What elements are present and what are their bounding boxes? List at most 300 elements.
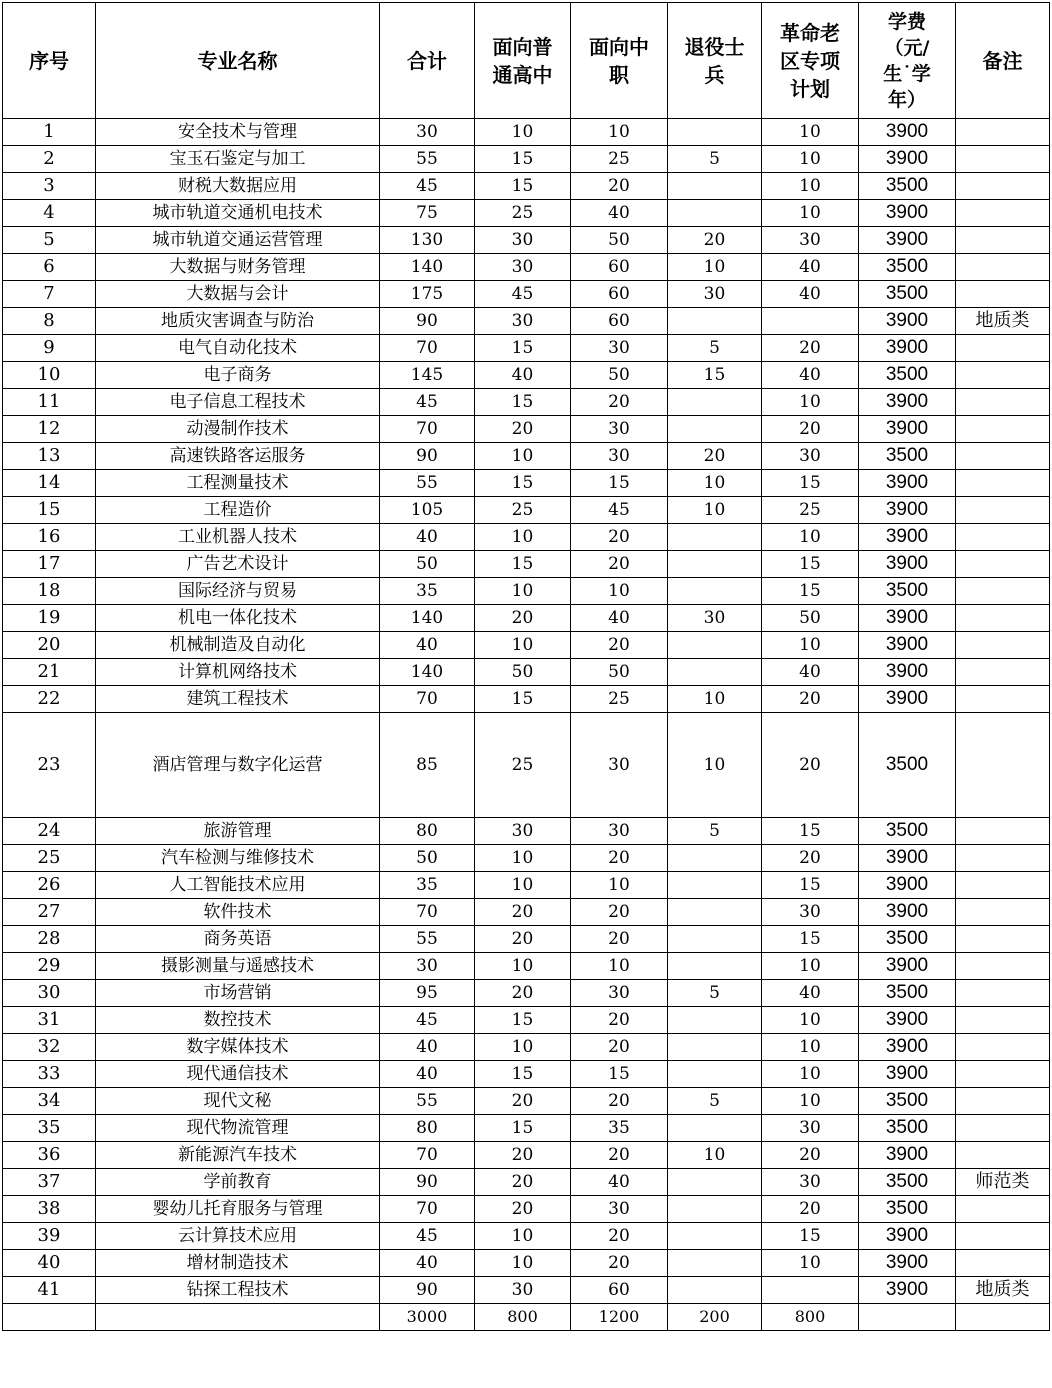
cell-fee: 3900 <box>859 227 956 254</box>
cell-note <box>956 713 1050 818</box>
cell-veterans: 10 <box>668 470 762 497</box>
cell-fee: 3900 <box>859 308 956 335</box>
cell-old-area: 20 <box>762 335 859 362</box>
totals-veterans: 200 <box>668 1304 762 1331</box>
cell-note <box>956 926 1050 953</box>
cell-note <box>956 389 1050 416</box>
cell-fee: 3900 <box>859 1277 956 1304</box>
cell-total: 140 <box>380 659 475 686</box>
cell-old-area: 25 <box>762 497 859 524</box>
cell-general: 10 <box>475 632 571 659</box>
cell-major-name: 机械制造及自动化 <box>96 632 380 659</box>
cell-major-name: 国际经济与贸易 <box>96 578 380 605</box>
cell-total: 80 <box>380 818 475 845</box>
cell-vocational: 35 <box>571 1115 668 1142</box>
cell-general: 15 <box>475 551 571 578</box>
cell-fee: 3500 <box>859 713 956 818</box>
cell-fee: 3900 <box>859 686 956 713</box>
table-row <box>3 524 1050 551</box>
cell-major-name: 工程测量技术 <box>96 470 380 497</box>
cell-veterans <box>668 524 762 551</box>
cell-vocational: 30 <box>571 818 668 845</box>
cell-fee: 3500 <box>859 281 956 308</box>
cell-seq: 37 <box>3 1169 96 1196</box>
cell-general: 15 <box>475 1115 571 1142</box>
cell-vocational: 10 <box>571 119 668 146</box>
cell-total: 175 <box>380 281 475 308</box>
cell-veterans <box>668 1277 762 1304</box>
cell-major-name: 人工智能技术应用 <box>96 872 380 899</box>
cell-seq: 15 <box>3 497 96 524</box>
cell-seq: 29 <box>3 953 96 980</box>
cell-note <box>956 1142 1050 1169</box>
table-row <box>3 146 1050 173</box>
cell-total: 90 <box>380 443 475 470</box>
cell-general: 15 <box>475 1061 571 1088</box>
cell-seq: 7 <box>3 281 96 308</box>
cell-seq: 9 <box>3 335 96 362</box>
cell-veterans: 10 <box>668 686 762 713</box>
cell-note <box>956 119 1050 146</box>
cell-note <box>956 335 1050 362</box>
cell-total: 70 <box>380 686 475 713</box>
cell-general: 10 <box>475 443 571 470</box>
table-row <box>3 872 1050 899</box>
cell-old-area: 20 <box>762 1196 859 1223</box>
cell-total: 70 <box>380 335 475 362</box>
cell-note <box>956 659 1050 686</box>
cell-vocational: 20 <box>571 524 668 551</box>
cell-old-area: 15 <box>762 818 859 845</box>
cell-total: 40 <box>380 1034 475 1061</box>
table-row <box>3 497 1050 524</box>
cell-veterans: 5 <box>668 1088 762 1115</box>
cell-old-area <box>762 1277 859 1304</box>
cell-fee: 3900 <box>859 119 956 146</box>
table-row <box>3 686 1050 713</box>
cell-major-name: 电气自动化技术 <box>96 335 380 362</box>
cell-veterans <box>668 119 762 146</box>
header-seq: 序号 <box>3 3 96 119</box>
cell-fee: 3900 <box>859 899 956 926</box>
cell-veterans: 5 <box>668 980 762 1007</box>
cell-vocational: 20 <box>571 173 668 200</box>
cell-major-name: 学前教育 <box>96 1169 380 1196</box>
cell-fee: 3900 <box>859 146 956 173</box>
header-major-name: 专业名称 <box>96 3 380 119</box>
totals-total: 3000 <box>380 1304 475 1331</box>
cell-note <box>956 200 1050 227</box>
cell-major-name: 宝玉石鉴定与加工 <box>96 146 380 173</box>
cell-fee: 3900 <box>859 659 956 686</box>
cell-fee: 3900 <box>859 1007 956 1034</box>
cell-major-name: 旅游管理 <box>96 818 380 845</box>
cell-major-name: 云计算技术应用 <box>96 1223 380 1250</box>
cell-total: 70 <box>380 899 475 926</box>
table-row <box>3 926 1050 953</box>
cell-seq: 6 <box>3 254 96 281</box>
cell-major-name: 现代通信技术 <box>96 1061 380 1088</box>
cell-veterans: 30 <box>668 605 762 632</box>
table-row <box>3 1007 1050 1034</box>
header-vocational-school: 面向中职 <box>571 3 668 119</box>
cell-seq: 24 <box>3 818 96 845</box>
cell-general: 20 <box>475 1088 571 1115</box>
cell-major-name: 广告艺术设计 <box>96 551 380 578</box>
table-row <box>3 659 1050 686</box>
cell-general: 25 <box>475 497 571 524</box>
table-row <box>3 1061 1050 1088</box>
cell-note <box>956 818 1050 845</box>
cell-note <box>956 1223 1050 1250</box>
totals-name <box>96 1304 380 1331</box>
cell-old-area: 10 <box>762 524 859 551</box>
cell-seq: 17 <box>3 551 96 578</box>
totals-vocational: 1200 <box>571 1304 668 1331</box>
table-row <box>3 845 1050 872</box>
table-row <box>3 899 1050 926</box>
cell-general: 30 <box>475 818 571 845</box>
cell-total: 80 <box>380 1115 475 1142</box>
cell-vocational: 50 <box>571 362 668 389</box>
header-general-high-school: 面向普通高中 <box>475 3 571 119</box>
cell-fee: 3900 <box>859 1223 956 1250</box>
cell-vocational: 15 <box>571 470 668 497</box>
cell-general: 20 <box>475 899 571 926</box>
cell-old-area: 30 <box>762 1115 859 1142</box>
cell-veterans <box>668 578 762 605</box>
cell-total: 45 <box>380 1223 475 1250</box>
cell-vocational: 20 <box>571 845 668 872</box>
cell-fee: 3900 <box>859 953 956 980</box>
cell-vocational: 10 <box>571 578 668 605</box>
cell-vocational: 30 <box>571 1196 668 1223</box>
cell-fee: 3500 <box>859 818 956 845</box>
table-row <box>3 713 1050 818</box>
cell-fee: 3900 <box>859 416 956 443</box>
cell-total: 130 <box>380 227 475 254</box>
cell-note <box>956 632 1050 659</box>
cell-seq: 10 <box>3 362 96 389</box>
cell-vocational: 50 <box>571 659 668 686</box>
cell-old-area <box>762 308 859 335</box>
table-row <box>3 1034 1050 1061</box>
table-row <box>3 308 1050 335</box>
cell-vocational: 10 <box>571 872 668 899</box>
table-row <box>3 1196 1050 1223</box>
cell-old-area: 10 <box>762 953 859 980</box>
cell-total: 55 <box>380 1088 475 1115</box>
totals-general: 800 <box>475 1304 571 1331</box>
cell-veterans <box>668 1250 762 1277</box>
cell-note <box>956 497 1050 524</box>
cell-old-area: 30 <box>762 443 859 470</box>
cell-vocational: 40 <box>571 1169 668 1196</box>
cell-total: 40 <box>380 1061 475 1088</box>
cell-veterans: 10 <box>668 713 762 818</box>
cell-note <box>956 470 1050 497</box>
cell-major-name: 高速铁路客运服务 <box>96 443 380 470</box>
cell-vocational: 20 <box>571 926 668 953</box>
table-row <box>3 1277 1050 1304</box>
cell-major-name: 钻探工程技术 <box>96 1277 380 1304</box>
table-body <box>3 119 1050 1304</box>
cell-total: 75 <box>380 200 475 227</box>
cell-fee: 3900 <box>859 551 956 578</box>
table-row <box>3 281 1050 308</box>
cell-general: 40 <box>475 362 571 389</box>
cell-general: 15 <box>475 1007 571 1034</box>
cell-fee: 3900 <box>859 872 956 899</box>
cell-major-name: 电子信息工程技术 <box>96 389 380 416</box>
cell-old-area: 10 <box>762 119 859 146</box>
cell-note <box>956 146 1050 173</box>
cell-general: 50 <box>475 659 571 686</box>
cell-major-name: 商务英语 <box>96 926 380 953</box>
cell-major-name: 数控技术 <box>96 1007 380 1034</box>
cell-veterans: 5 <box>668 146 762 173</box>
cell-fee: 3900 <box>859 497 956 524</box>
cell-old-area: 30 <box>762 227 859 254</box>
cell-total: 30 <box>380 953 475 980</box>
cell-fee: 3900 <box>859 524 956 551</box>
cell-veterans <box>668 389 762 416</box>
cell-seq: 40 <box>3 1250 96 1277</box>
cell-major-name: 现代物流管理 <box>96 1115 380 1142</box>
cell-vocational: 30 <box>571 416 668 443</box>
cell-veterans <box>668 899 762 926</box>
cell-old-area: 15 <box>762 926 859 953</box>
cell-fee: 3900 <box>859 1250 956 1277</box>
cell-fee: 3900 <box>859 200 956 227</box>
cell-seq: 13 <box>3 443 96 470</box>
cell-vocational: 20 <box>571 551 668 578</box>
cell-major-name: 城市轨道交通机电技术 <box>96 200 380 227</box>
cell-vocational: 30 <box>571 335 668 362</box>
cell-note <box>956 1007 1050 1034</box>
cell-total: 140 <box>380 254 475 281</box>
cell-old-area: 40 <box>762 281 859 308</box>
table-row <box>3 119 1050 146</box>
cell-seq: 23 <box>3 713 96 818</box>
cell-vocational: 20 <box>571 389 668 416</box>
cell-seq: 3 <box>3 173 96 200</box>
cell-old-area: 10 <box>762 1061 859 1088</box>
cell-general: 15 <box>475 470 571 497</box>
cell-total: 40 <box>380 632 475 659</box>
cell-fee: 3900 <box>859 845 956 872</box>
table-row <box>3 389 1050 416</box>
table-row <box>3 1250 1050 1277</box>
cell-vocational: 20 <box>571 1223 668 1250</box>
table-row <box>3 470 1050 497</box>
cell-note <box>956 953 1050 980</box>
cell-fee: 3500 <box>859 254 956 281</box>
cell-vocational: 20 <box>571 1142 668 1169</box>
cell-veterans: 5 <box>668 335 762 362</box>
table-row <box>3 335 1050 362</box>
table-row <box>3 200 1050 227</box>
cell-note: 地质类 <box>956 1277 1050 1304</box>
cell-vocational: 30 <box>571 713 668 818</box>
cell-veterans <box>668 200 762 227</box>
cell-major-name: 安全技术与管理 <box>96 119 380 146</box>
cell-veterans <box>668 1196 762 1223</box>
cell-old-area: 15 <box>762 578 859 605</box>
cell-old-area: 10 <box>762 1007 859 1034</box>
cell-seq: 21 <box>3 659 96 686</box>
table-row <box>3 1223 1050 1250</box>
cell-seq: 28 <box>3 926 96 953</box>
cell-seq: 41 <box>3 1277 96 1304</box>
cell-total: 70 <box>380 1196 475 1223</box>
table-row <box>3 173 1050 200</box>
cell-seq: 11 <box>3 389 96 416</box>
cell-seq: 34 <box>3 1088 96 1115</box>
cell-note <box>956 173 1050 200</box>
cell-fee: 3500 <box>859 362 956 389</box>
cell-general: 30 <box>475 1277 571 1304</box>
cell-general: 25 <box>475 713 571 818</box>
cell-fee: 3500 <box>859 926 956 953</box>
cell-general: 30 <box>475 227 571 254</box>
cell-vocational: 40 <box>571 200 668 227</box>
cell-veterans <box>668 872 762 899</box>
cell-general: 20 <box>475 926 571 953</box>
cell-old-area: 10 <box>762 146 859 173</box>
cell-old-area: 20 <box>762 1142 859 1169</box>
cell-old-area: 30 <box>762 1169 859 1196</box>
cell-general: 15 <box>475 146 571 173</box>
cell-veterans <box>668 1034 762 1061</box>
cell-note <box>956 578 1050 605</box>
cell-note <box>956 605 1050 632</box>
table-row <box>3 254 1050 281</box>
cell-seq: 38 <box>3 1196 96 1223</box>
cell-old-area: 40 <box>762 980 859 1007</box>
cell-note <box>956 1196 1050 1223</box>
cell-fee: 3900 <box>859 1142 956 1169</box>
table-row <box>3 227 1050 254</box>
cell-fee: 3500 <box>859 173 956 200</box>
cell-fee: 3500 <box>859 443 956 470</box>
cell-total: 90 <box>380 1277 475 1304</box>
cell-general: 25 <box>475 200 571 227</box>
cell-note <box>956 524 1050 551</box>
cell-veterans <box>668 1115 762 1142</box>
cell-general: 15 <box>475 389 571 416</box>
cell-total: 30 <box>380 119 475 146</box>
cell-fee: 3500 <box>859 1196 956 1223</box>
cell-veterans <box>668 1061 762 1088</box>
table-row <box>3 362 1050 389</box>
cell-general: 10 <box>475 1250 571 1277</box>
enrollment-plan-table <box>2 2 1050 1331</box>
cell-veterans <box>668 416 762 443</box>
cell-total: 90 <box>380 1169 475 1196</box>
cell-fee: 3900 <box>859 1034 956 1061</box>
cell-veterans <box>668 1007 762 1034</box>
cell-general: 20 <box>475 1142 571 1169</box>
header-total: 合计 <box>380 3 475 119</box>
table-row <box>3 632 1050 659</box>
cell-vocational: 45 <box>571 497 668 524</box>
cell-general: 10 <box>475 578 571 605</box>
table-header <box>3 3 1050 119</box>
cell-seq: 12 <box>3 416 96 443</box>
cell-total: 90 <box>380 308 475 335</box>
cell-old-area: 20 <box>762 713 859 818</box>
header-tuition: 学费（元/生˙学年） <box>859 3 956 119</box>
cell-vocational: 50 <box>571 227 668 254</box>
cell-veterans: 20 <box>668 443 762 470</box>
cell-old-area: 10 <box>762 389 859 416</box>
cell-note <box>956 254 1050 281</box>
cell-veterans: 5 <box>668 818 762 845</box>
cell-total: 35 <box>380 872 475 899</box>
table-row <box>3 443 1050 470</box>
cell-general: 30 <box>475 308 571 335</box>
cell-vocational: 10 <box>571 953 668 980</box>
cell-seq: 4 <box>3 200 96 227</box>
cell-fee: 3900 <box>859 632 956 659</box>
cell-seq: 33 <box>3 1061 96 1088</box>
cell-fee: 3900 <box>859 470 956 497</box>
cell-general: 10 <box>475 1034 571 1061</box>
cell-total: 45 <box>380 1007 475 1034</box>
cell-general: 45 <box>475 281 571 308</box>
cell-seq: 2 <box>3 146 96 173</box>
cell-note <box>956 227 1050 254</box>
table-row <box>3 818 1050 845</box>
header-old-revolutionary-area-plan: 革命老区专项计划 <box>762 3 859 119</box>
cell-major-name: 建筑工程技术 <box>96 686 380 713</box>
cell-total: 140 <box>380 605 475 632</box>
cell-major-name: 城市轨道交通运营管理 <box>96 227 380 254</box>
cell-old-area: 40 <box>762 659 859 686</box>
cell-vocational: 20 <box>571 899 668 926</box>
header-veterans: 退役士兵 <box>668 3 762 119</box>
table-footer <box>3 1304 1050 1331</box>
cell-seq: 16 <box>3 524 96 551</box>
cell-seq: 8 <box>3 308 96 335</box>
cell-major-name: 动漫制作技术 <box>96 416 380 443</box>
cell-total: 50 <box>380 845 475 872</box>
cell-vocational: 60 <box>571 254 668 281</box>
cell-general: 15 <box>475 173 571 200</box>
cell-note <box>956 362 1050 389</box>
cell-vocational: 15 <box>571 1061 668 1088</box>
cell-seq: 1 <box>3 119 96 146</box>
cell-veterans: 30 <box>668 281 762 308</box>
cell-general: 15 <box>475 335 571 362</box>
cell-old-area: 20 <box>762 845 859 872</box>
cell-note <box>956 281 1050 308</box>
cell-fee: 3500 <box>859 980 956 1007</box>
cell-seq: 35 <box>3 1115 96 1142</box>
cell-vocational: 25 <box>571 146 668 173</box>
cell-major-name: 电子商务 <box>96 362 380 389</box>
cell-note <box>956 872 1050 899</box>
cell-old-area: 20 <box>762 416 859 443</box>
table-row <box>3 1142 1050 1169</box>
cell-seq: 39 <box>3 1223 96 1250</box>
cell-vocational: 40 <box>571 605 668 632</box>
cell-general: 10 <box>475 1223 571 1250</box>
cell-vocational: 60 <box>571 308 668 335</box>
cell-old-area: 40 <box>762 362 859 389</box>
cell-vocational: 25 <box>571 686 668 713</box>
